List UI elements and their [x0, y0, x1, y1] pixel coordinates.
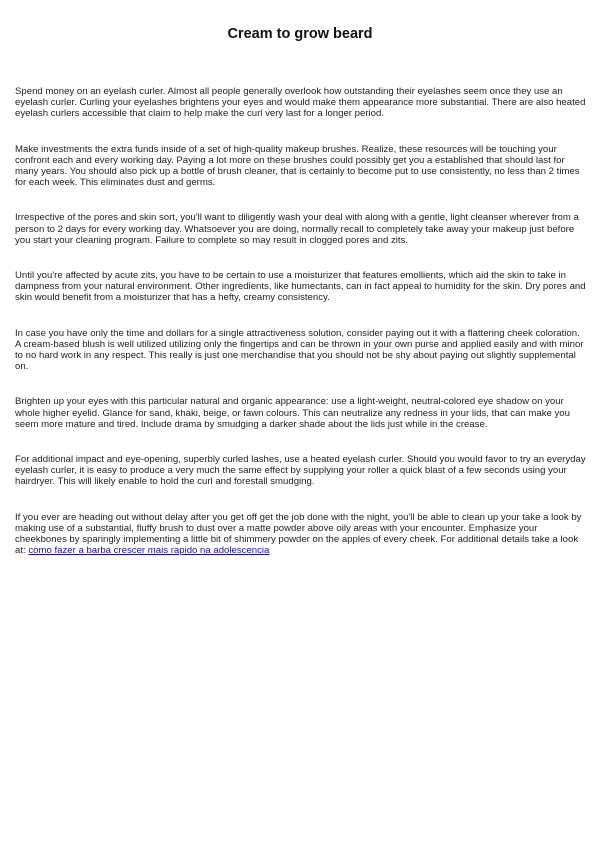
paragraph-makeup-brushes: Make investments the extra funds inside of a set of high-quality makeup brushes. Realize, these resources will be touching your confront each and every working day. Paying a lot more on these brushes could possibly get you a established that should last for many years. You should also pick up a bottle of brush cleaner, that is certainly to become put to use consistently, no less than 2 times for each week. This eliminates dust and germs. [15, 143, 580, 189]
paragraph-eyelash-curler: Spend money on an eyelash curler. Almost all people generally overlook how outstanding their eyelashes seem once they use an eyelash curler. Curling your eyelashes brightens your eyes and would make them appearance more substantial. There are also heated eyelash curlers accessible that claim to help make the curl very last for a longer period. [15, 86, 586, 120]
paragraph-matte-powder-text: If you ever are heading out without delay after you get off get the job done with the night, you'll be able to clean up your take a look by making use of a substantial, fluffy brush to dust over a matte powder above oily areas with your encounter. Emphasize your cheekbones by sparingly implementing a little bit of shimmery powder on the apples of every cheek. For additional details take a look at: [15, 511, 582, 557]
paragraph-moisturizer: Until you're affected by acute zits, you have to be certain to use a moisturizer that features emollients, which aid the skin to take in dampness from your natural environment. Other ingredients, like humectants, can in fact appeal to humidity for the skin. Dry pores and skin would benefit from a moisturizer that has a hefty, creamy consistency. [15, 270, 586, 304]
paragraph-eye-shadow: Brighten up your eyes with this particular natural and organic appearance: use a light-weight, neutral-colored eye shadow on your whole higher eyelid. Glance for sand, khaki, beige, or fawn colours. This can neutralize any redness in your lids, that can make you seem more mature and tired. Include drama by smudging a darker shade about the lids just while in the crease. [15, 396, 570, 430]
paragraph-heated-curler: For additional impact and eye-opening, superbly curled lashes, use a heated eyelash curler. Should you would favor to try an everyday eyelash curler, it is easy to produce a very much the same effect by supplying your roller a quick blast of a few seconds using your hairdryer. This will likely enable to hold the curl and forestall smudging. [15, 454, 586, 488]
document-body [15, 86, 587, 580]
paragraph-cheek-coloration: In case you have only the time and dollars for a single attractiveness solution, consider paying out it with a flattering cheek coloration. A cream-based blush is well utilized utilizing only the fingertips and can be thrown in your own purse and applied easily and with minor to no hard work in any respect. This really is just one merchandise that you should not be shy about paying out slightly supplemental on. [15, 327, 584, 373]
paragraph-cleanser: Irrespective of the pores and skin sort, you'll want to diligently wash your deal with along with a gentle, light cleanser wherever from a person to 2 days for every working day. Whatsoever you are doing, normally recall to completely take away your makeup just before you start your cleaning program. Failure to complete so may result in clogged pores and zits. [15, 212, 579, 246]
paragraph-matte-powder [15, 512, 587, 557]
beard-growth-link[interactable]: como fazer a barba crescer mais rapido na adolescencia [28, 545, 270, 557]
document-title: Cream to grow beard [227, 26, 373, 42]
